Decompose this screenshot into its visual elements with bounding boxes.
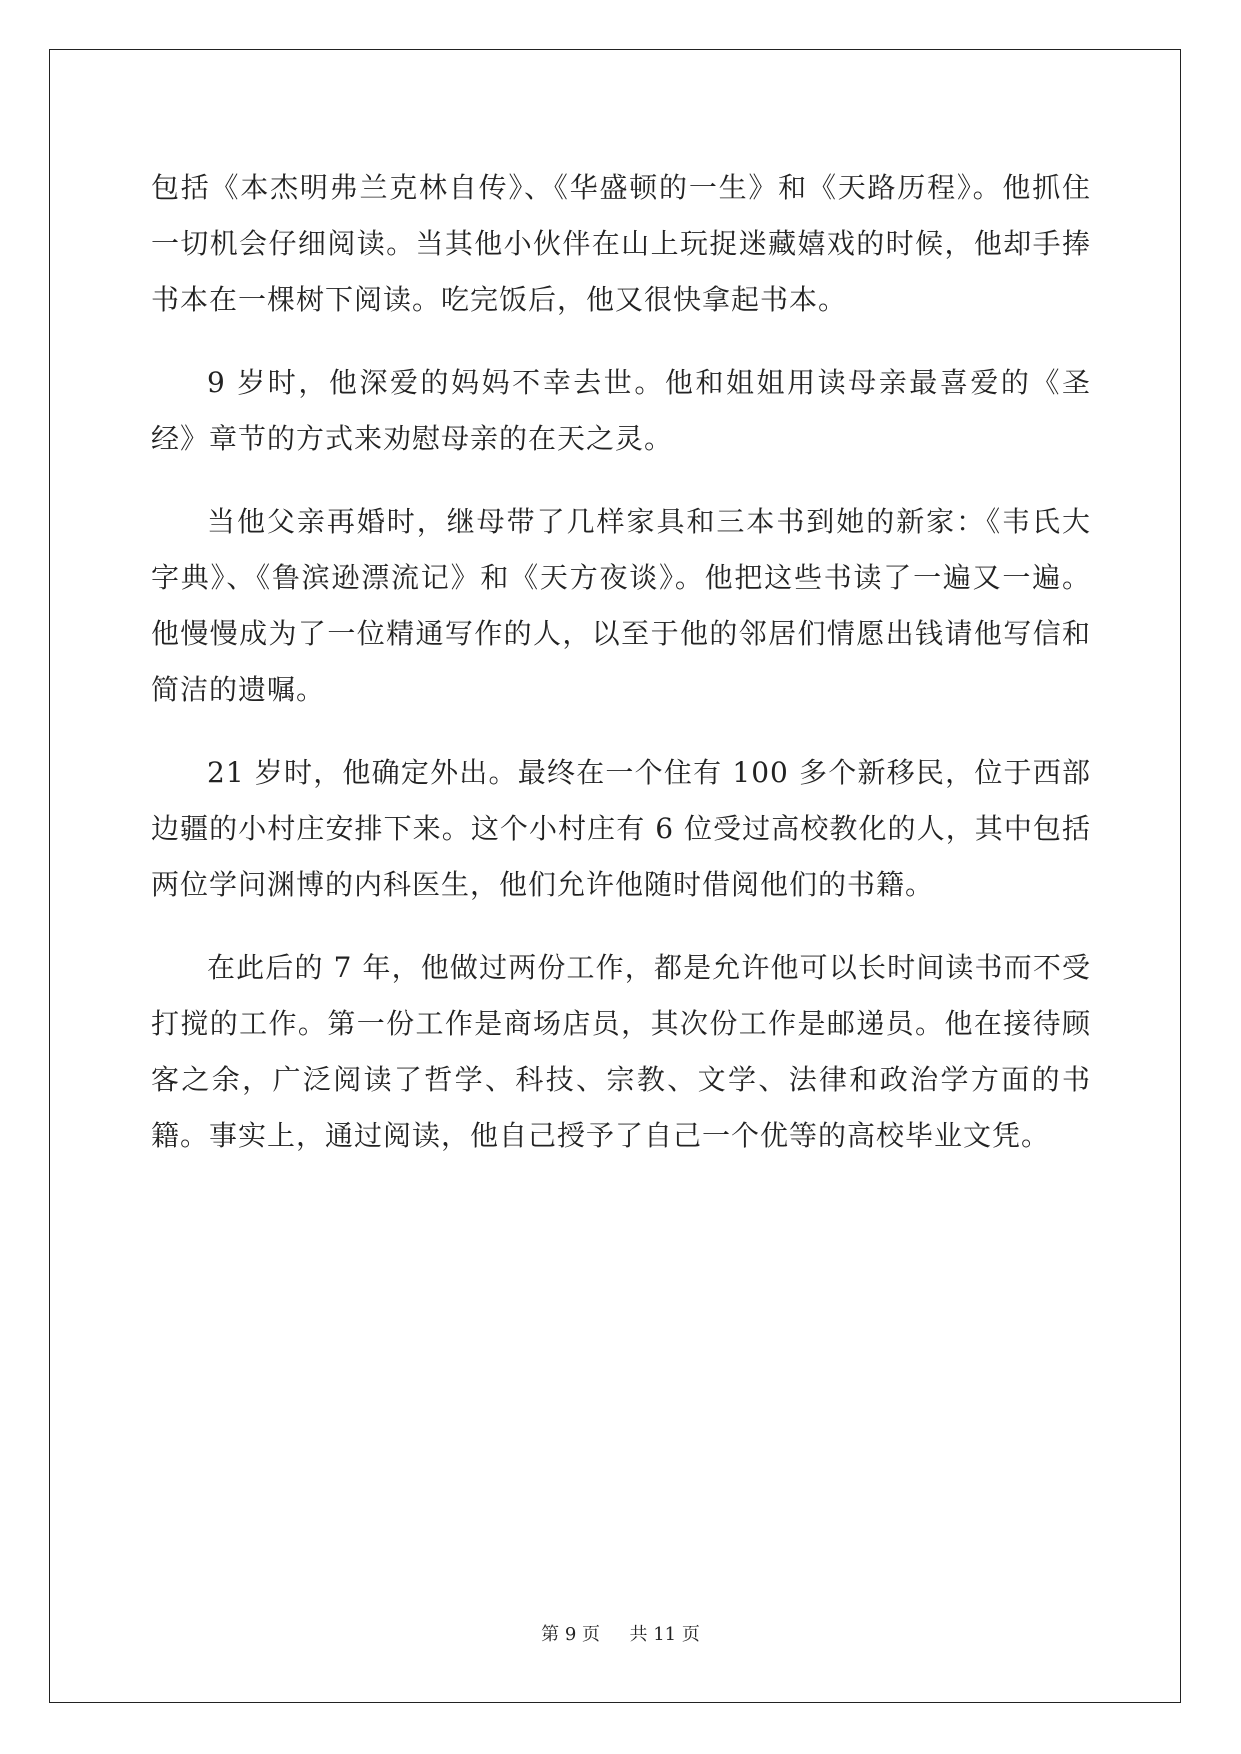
paragraph: 9 岁时，他深爱的妈妈不幸去世。他和姐姐用读母亲最喜爱的《圣经》章节的方式来劝慰母亲的在天之灵。 (151, 366, 1091, 455)
page-number: 第 9 页 (541, 1624, 601, 1645)
page-total: 共 11 页 (629, 1624, 700, 1645)
paragraph: 21 岁时，他确定外出。最终在一个住有 100 多个新移民，位于西部边疆的小村庄安排下来。这个小村庄有 6 位受过高校教化的人，其中包括两位学问渊博的内科医生，他们允许他随时借阅他们的书籍。 (151, 756, 1091, 901)
paragraph: 在此后的 7 年，他做过两份工作，都是允许他可以长时间读书而不受打搅的工作。第一份工作是商场店员，其次份工作是邮递员。他在接待顾客之余，广泛阅读了哲学、科技、宗教、文学、法律和政治学方面的书籍。事实上，通过阅读，他自己授予了自己一个优等的高校毕业文凭。 (151, 951, 1091, 1152)
paragraph: 包括《本杰明弗兰克林自传》、《华盛顿的一生》和《天路历程》。他抓住一切机会仔细阅读。当其他小伙伴在山上玩捉迷藏嬉戏的时候，他却手捧书本在一棵树下阅读。吃完饭后，他又很快拿起书本。 (151, 171, 1091, 316)
page-footer (0, 1620, 1241, 1646)
document-body (151, 160, 1091, 1191)
paragraph: 当他父亲再婚时，继母带了几样家具和三本书到她的新家：《韦氏大字典》、《鲁滨逊漂流记》和《天方夜谈》。他把这些书读了一遍又一遍。他慢慢成为了一位精通写作的人，以至于他的邻居们情愿出钱请他写信和简洁的遗嘱。 (151, 505, 1091, 706)
